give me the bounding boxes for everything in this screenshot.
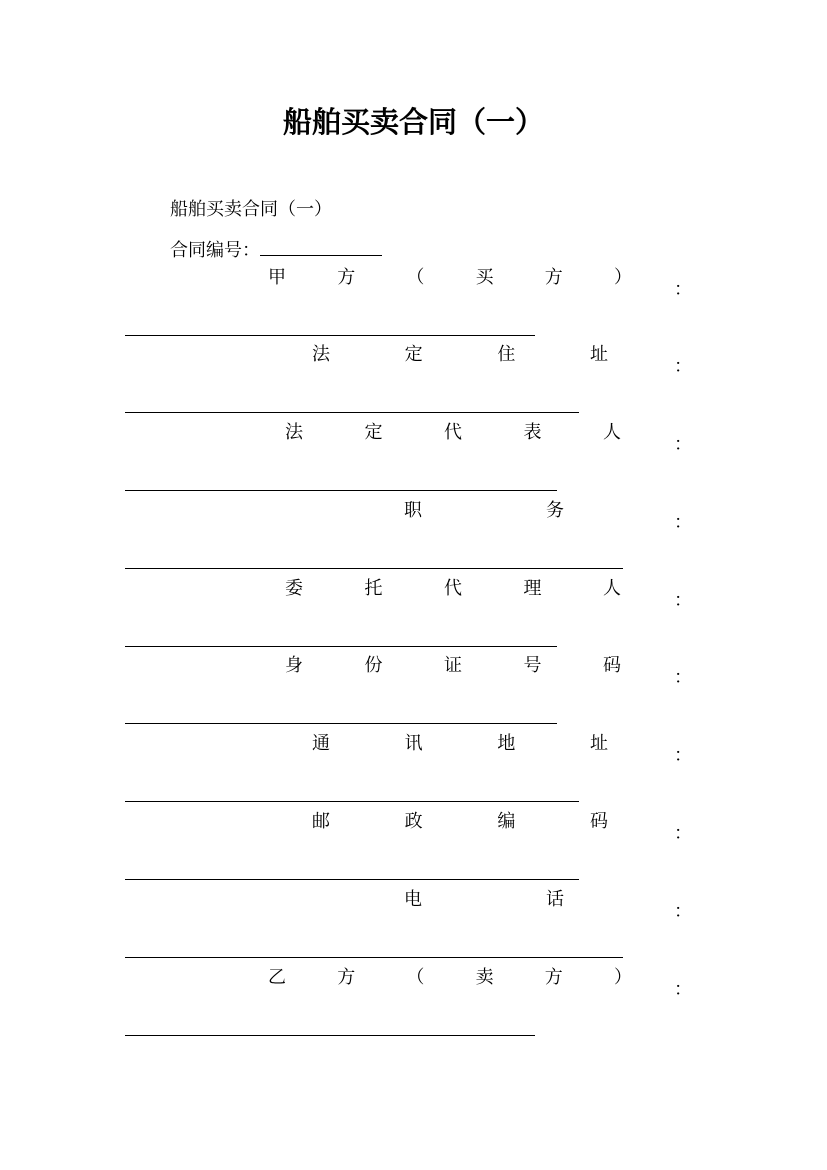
field-label-char: 通 [312, 733, 330, 754]
field-label-char: （ [406, 967, 425, 988]
field-label-char: 定 [364, 422, 383, 443]
field-blank-line[interactable] [125, 801, 579, 802]
field-label-char: 身 [285, 655, 303, 676]
contract-number-label: 合同编号： [170, 240, 260, 261]
field-colon: ： [674, 979, 692, 1000]
field-label-char: 委 [285, 578, 303, 599]
field-label-char: 方 [337, 267, 356, 288]
field-colon: ： [674, 667, 692, 688]
field-label-text [285, 654, 621, 678]
field-label-char: 话 [546, 889, 564, 910]
field-colon: ： [674, 512, 692, 533]
field-label-char: ） [613, 967, 632, 988]
contract-number-line [170, 237, 382, 263]
field-label-char: 编 [497, 811, 516, 832]
field-label-char: （ [406, 267, 425, 288]
field-label-char: 代 [444, 578, 462, 599]
field-label-char: 职 [404, 500, 422, 521]
field-label-char: 理 [523, 578, 542, 599]
field-label-char: 址 [589, 733, 608, 754]
field-label-char: 电 [404, 889, 422, 910]
field-label-char: 地 [497, 733, 516, 754]
document-title: 船舶买卖合同（一） [282, 105, 544, 139]
field-label-char: 表 [523, 422, 542, 443]
field-blank-line[interactable] [125, 568, 623, 569]
field-label-text [268, 966, 632, 990]
field-label-text [268, 266, 632, 290]
field-blank-line[interactable] [125, 335, 535, 336]
field-label-char: 乙 [268, 967, 286, 988]
field-label-text [312, 343, 608, 367]
field-label-text [285, 577, 621, 601]
field-label-char: 份 [364, 655, 383, 676]
contract-number-blank[interactable] [260, 237, 382, 256]
field-label-char: 政 [404, 811, 423, 832]
field-blank-line[interactable] [125, 490, 557, 491]
field-label-char: 托 [364, 578, 383, 599]
field-label-text [312, 810, 608, 834]
field-label-text [404, 888, 564, 912]
field-blank-line[interactable] [125, 879, 579, 880]
field-label-char: 人 [603, 578, 621, 599]
field-label-text [312, 732, 608, 756]
field-blank-line[interactable] [125, 957, 623, 958]
field-label-char: 证 [444, 655, 462, 676]
field-blank-line[interactable] [125, 723, 557, 724]
field-label-char: 务 [546, 500, 564, 521]
field-label-char: 法 [312, 344, 330, 365]
field-colon: ： [674, 590, 692, 611]
field-label-char: 号 [523, 655, 542, 676]
field-label-char: 卖 [475, 967, 494, 988]
field-label-text [404, 499, 564, 523]
field-label-char: 住 [497, 344, 516, 365]
field-colon: ： [674, 745, 692, 766]
field-label-text [285, 421, 621, 445]
contract-subtitle: 船舶买卖合同（一） [170, 199, 332, 220]
field-label-char: 邮 [312, 811, 330, 832]
field-label-char: 法 [285, 422, 303, 443]
field-label-char: 方 [544, 967, 563, 988]
field-label-char: 方 [337, 967, 356, 988]
field-label-char: 码 [603, 655, 621, 676]
field-label-char: 定 [404, 344, 423, 365]
field-colon: ： [674, 823, 692, 844]
field-colon: ： [674, 434, 692, 455]
field-label-char: 方 [544, 267, 563, 288]
field-label-char: 码 [589, 811, 608, 832]
field-label-char: ） [613, 267, 632, 288]
field-blank-line[interactable] [125, 1035, 535, 1036]
field-blank-line[interactable] [125, 646, 557, 647]
field-label-char: 代 [444, 422, 462, 443]
field-label-char: 人 [603, 422, 621, 443]
field-label-char: 讯 [404, 733, 423, 754]
field-label-char: 甲 [268, 267, 286, 288]
field-colon: ： [674, 279, 692, 300]
field-colon: ： [674, 356, 692, 377]
field-blank-line[interactable] [125, 412, 579, 413]
field-label-char: 买 [475, 267, 494, 288]
field-label-char: 址 [589, 344, 608, 365]
field-colon: ： [674, 901, 692, 922]
